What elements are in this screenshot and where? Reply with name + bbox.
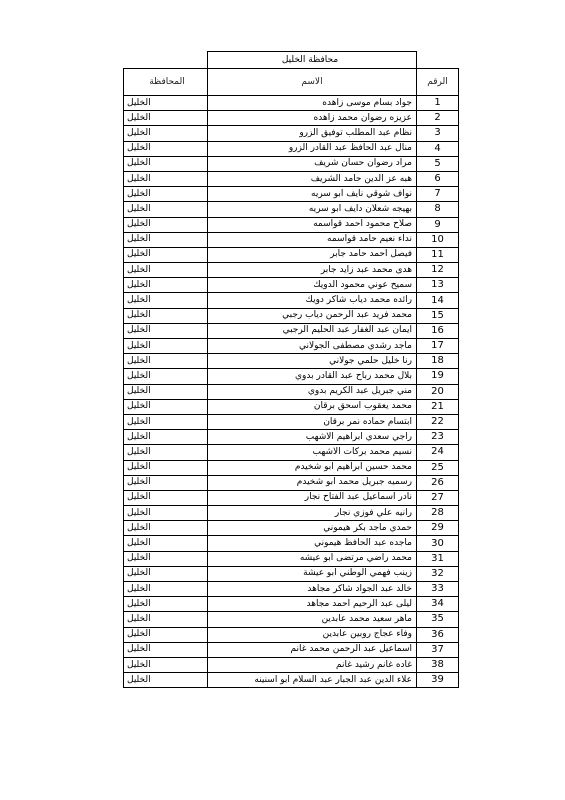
number-cell: 28 — [417, 506, 459, 521]
governorate-cell: الخليل — [124, 597, 208, 612]
table-row — [124, 414, 459, 429]
name-cell: زينب فهمي الوطني ابو عيشة — [208, 566, 417, 581]
table-row — [124, 506, 459, 521]
name-cell: نداء نعيم حامد قواسمه — [208, 232, 417, 247]
governorate-cell: الخليل — [124, 232, 208, 247]
table-row — [124, 247, 459, 262]
name-cell: حمدي ماجد بكر هيموني — [208, 521, 417, 536]
governorate-cell: الخليل — [124, 430, 208, 445]
governorate-cell: الخليل — [124, 293, 208, 308]
name-cell: رائده محمد دياب شاكر دويك — [208, 293, 417, 308]
governorate-cell: الخليل — [124, 202, 208, 217]
governorate-cell: الخليل — [124, 369, 208, 384]
number-cell: 25 — [417, 460, 459, 475]
governorate-cell: الخليل — [124, 673, 208, 688]
number-cell: 31 — [417, 551, 459, 566]
table-row — [124, 642, 459, 657]
table-row — [124, 369, 459, 384]
name-cell: وفاء عجاج روبين عابدين — [208, 627, 417, 642]
number-cell: 38 — [417, 657, 459, 672]
name-cell: هدى محمد عبد زايد جابر — [208, 263, 417, 278]
table-row — [124, 536, 459, 551]
governorate-cell: الخليل — [124, 551, 208, 566]
name-cell: ماجده عبد الحافظ هيموني — [208, 536, 417, 551]
number-cell: 8 — [417, 202, 459, 217]
number-cell: 37 — [417, 642, 459, 657]
governorate-cell: الخليل — [124, 308, 208, 323]
name-cell: راجي سعدي ابراهيم الاشهب — [208, 430, 417, 445]
name-cell: مني جبريل عبد الكريم بدوي — [208, 384, 417, 399]
table-row — [124, 293, 459, 308]
table-row — [124, 278, 459, 293]
name-cell: مراد رضوان حسان شريف — [208, 156, 417, 171]
table-row — [124, 96, 459, 111]
table-row — [124, 141, 459, 156]
number-cell: 3 — [417, 126, 459, 141]
number-cell: 35 — [417, 612, 459, 627]
number-cell: 9 — [417, 217, 459, 232]
governorate-cell: الخليل — [124, 582, 208, 597]
governorate-cell: الخليل — [124, 354, 208, 369]
table-row — [124, 657, 459, 672]
number-cell: 6 — [417, 171, 459, 186]
table-row — [124, 475, 459, 490]
table-body — [124, 52, 459, 688]
name-cell: غاده غانم رشيد غانم — [208, 657, 417, 672]
governorate-cell: الخليل — [124, 445, 208, 460]
name-cell: سميح عوني محمود الدويك — [208, 278, 417, 293]
table-row — [124, 399, 459, 414]
header-number: الرقم — [417, 69, 459, 96]
governorate-cell: الخليل — [124, 566, 208, 581]
group-title: محافظة الخليل — [208, 52, 417, 69]
header-name: الاسم — [208, 69, 417, 96]
number-cell: 19 — [417, 369, 459, 384]
table-row — [124, 582, 459, 597]
name-cell: منال عبد الحافظ عبد القادر الزرو — [208, 141, 417, 156]
table-row — [124, 521, 459, 536]
name-cell: خالد عبد الجواد شاكر مجاهد — [208, 582, 417, 597]
name-cell: نواف شوقي نايف ابو سريه — [208, 187, 417, 202]
name-cell: ماهر سعيد محمد عابدين — [208, 612, 417, 627]
governorate-cell: الخليل — [124, 460, 208, 475]
governorate-cell: الخليل — [124, 323, 208, 338]
table-row — [124, 566, 459, 581]
table-row — [124, 445, 459, 460]
name-cell: ماجد رشدي مصطفى الجولاني — [208, 339, 417, 354]
name-cell: محمد حسين ابراهيم ابو شخيدم — [208, 460, 417, 475]
number-cell: 26 — [417, 475, 459, 490]
table-row — [124, 597, 459, 612]
number-cell: 20 — [417, 384, 459, 399]
number-cell: 4 — [417, 141, 459, 156]
table-row — [124, 171, 459, 186]
name-cell: هبه عز الدين حامد الشريف — [208, 171, 417, 186]
number-cell: 14 — [417, 293, 459, 308]
number-cell: 39 — [417, 673, 459, 688]
number-cell: 30 — [417, 536, 459, 551]
table-row — [124, 187, 459, 202]
group-title-row — [124, 52, 459, 69]
table-row — [124, 627, 459, 642]
governorate-cell: الخليل — [124, 612, 208, 627]
number-cell: 24 — [417, 445, 459, 460]
number-cell: 12 — [417, 263, 459, 278]
governorate-cell: الخليل — [124, 111, 208, 126]
number-cell: 22 — [417, 414, 459, 429]
table-row — [124, 673, 459, 688]
number-cell: 23 — [417, 430, 459, 445]
title-blank-cell — [124, 52, 208, 69]
governorate-cell: الخليل — [124, 384, 208, 399]
name-cell: محمد راضي مرتضى ابو عيشه — [208, 551, 417, 566]
number-cell: 17 — [417, 339, 459, 354]
beneficiary-table-sheet — [123, 51, 459, 688]
name-cell: ليلى عبد الرحيم احمد مجاهد — [208, 597, 417, 612]
governorate-cell: الخليل — [124, 217, 208, 232]
number-cell: 32 — [417, 566, 459, 581]
table-row — [124, 232, 459, 247]
number-cell: 5 — [417, 156, 459, 171]
name-cell: رانيه علي فوزي نجار — [208, 506, 417, 521]
name-cell: نظام عبد المطلب توفيق الزرو — [208, 126, 417, 141]
name-cell: بهيجه شعلان دايف ابو سريه — [208, 202, 417, 217]
number-cell: 29 — [417, 521, 459, 536]
governorate-cell: الخليل — [124, 126, 208, 141]
number-cell: 1 — [417, 96, 459, 111]
name-cell: صلاح محمود احمد قواسمه — [208, 217, 417, 232]
name-cell: نادر اسماعيل عبد الفتاح نجار — [208, 490, 417, 505]
governorate-cell: الخليل — [124, 96, 208, 111]
table-row — [124, 126, 459, 141]
table-row — [124, 111, 459, 126]
governorate-cell: الخليل — [124, 278, 208, 293]
table-row — [124, 156, 459, 171]
name-cell: بلال محمد رباح عبد القادر بدوي — [208, 369, 417, 384]
table-row — [124, 354, 459, 369]
header-governorate: المحافظة — [124, 69, 208, 96]
table-row — [124, 263, 459, 278]
number-cell: 11 — [417, 247, 459, 262]
number-cell: 34 — [417, 597, 459, 612]
governorate-cell: الخليل — [124, 247, 208, 262]
table-row — [124, 384, 459, 399]
table-row — [124, 308, 459, 323]
governorate-cell: الخليل — [124, 536, 208, 551]
table-row — [124, 612, 459, 627]
name-cell: ايمان عبد الغفار عبد الحليم الرجبي — [208, 323, 417, 338]
name-cell: ابتسام حماده نمر برقان — [208, 414, 417, 429]
name-cell: عزيزه رضوان محمد زاهده — [208, 111, 417, 126]
table-row — [124, 490, 459, 505]
name-cell: رنا خليل حلمي جولاني — [208, 354, 417, 369]
number-cell: 21 — [417, 399, 459, 414]
governorate-cell: الخليل — [124, 506, 208, 521]
name-cell: فيصل احمد حامد جابر — [208, 247, 417, 262]
governorate-cell: الخليل — [124, 521, 208, 536]
name-cell: اسماعيل عبد الرحمن محمد غانم — [208, 642, 417, 657]
beneficiary-table — [123, 51, 459, 688]
name-cell: محمد فريد عبد الرحمن دياب رجبي — [208, 308, 417, 323]
number-cell: 15 — [417, 308, 459, 323]
table-row — [124, 323, 459, 338]
name-cell: محمد يعقوب اسحق برقان — [208, 399, 417, 414]
governorate-cell: الخليل — [124, 642, 208, 657]
name-cell: جواد بسام موسى زاهده — [208, 96, 417, 111]
governorate-cell: الخليل — [124, 399, 208, 414]
number-cell: 7 — [417, 187, 459, 202]
governorate-cell: الخليل — [124, 156, 208, 171]
name-cell: رسميه جبريل محمد ابو شخيدم — [208, 475, 417, 490]
table-row — [124, 339, 459, 354]
governorate-cell: الخليل — [124, 171, 208, 186]
governorate-cell: الخليل — [124, 187, 208, 202]
number-cell: 33 — [417, 582, 459, 597]
name-cell: نسيم محمد بركات الاشهب — [208, 445, 417, 460]
table-row — [124, 430, 459, 445]
governorate-cell: الخليل — [124, 475, 208, 490]
governorate-cell: الخليل — [124, 141, 208, 156]
governorate-cell: الخليل — [124, 339, 208, 354]
number-cell: 13 — [417, 278, 459, 293]
name-cell: علاء الدين عبد الجبار عبد السلام ابو اسنينه — [208, 673, 417, 688]
table-row — [124, 202, 459, 217]
governorate-cell: الخليل — [124, 414, 208, 429]
number-cell: 10 — [417, 232, 459, 247]
number-cell: 27 — [417, 490, 459, 505]
governorate-cell: الخليل — [124, 263, 208, 278]
governorate-cell: الخليل — [124, 657, 208, 672]
table-row — [124, 460, 459, 475]
number-cell: 18 — [417, 354, 459, 369]
table-row — [124, 551, 459, 566]
governorate-cell: الخليل — [124, 490, 208, 505]
number-cell: 36 — [417, 627, 459, 642]
header-row — [124, 69, 459, 96]
table-row — [124, 217, 459, 232]
number-cell: 16 — [417, 323, 459, 338]
governorate-cell: الخليل — [124, 627, 208, 642]
number-cell: 2 — [417, 111, 459, 126]
title-blank-cell — [417, 52, 459, 69]
